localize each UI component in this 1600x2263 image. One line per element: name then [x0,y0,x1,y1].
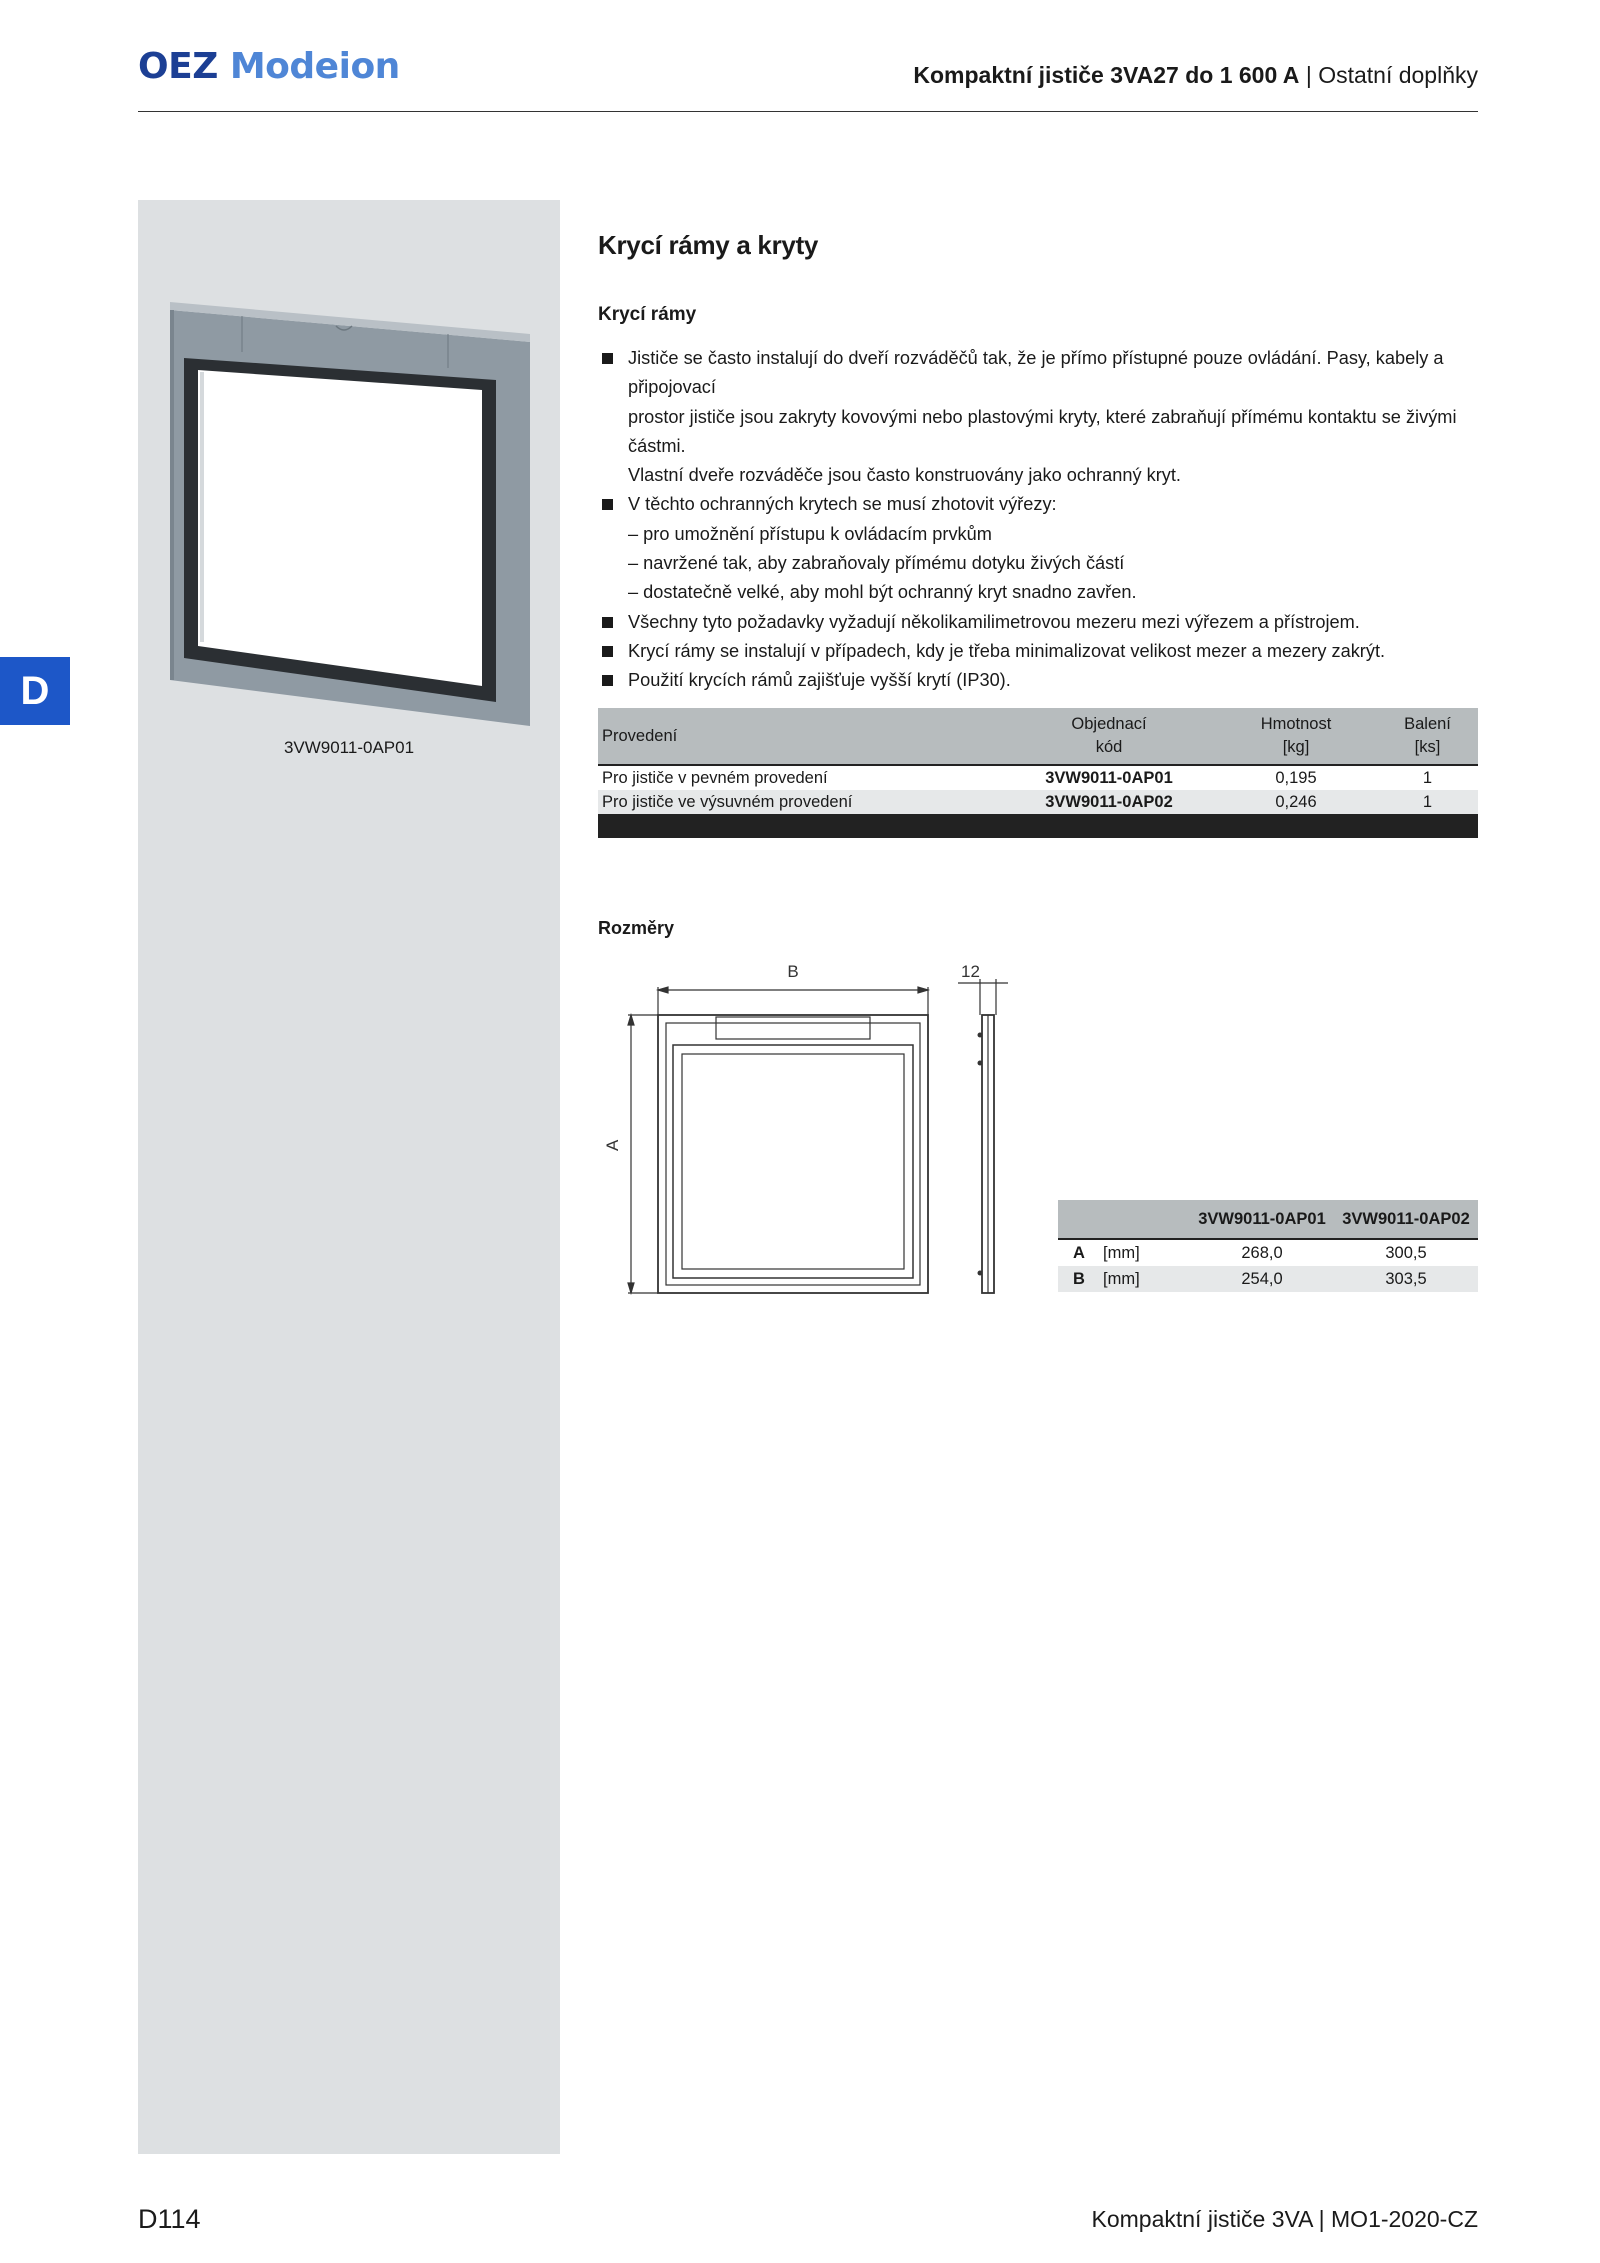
cell-hmotnost: 0,195 [1275,768,1317,787]
dimension-label-12: 12 [961,962,980,981]
dimensions-table [1058,1200,1478,1292]
list-item: Všechny tyto požadavky vyžadují několikamilimetrovou mezeru mezi výřezem a přístrojem. [598,608,1478,637]
table-row [1058,1266,1478,1292]
cell-baleni: 1 [1422,768,1433,787]
bullet-square-icon [602,646,613,657]
table-header-row [1058,1200,1478,1238]
cell-kod: 3VW9011-0AP02 [1003,790,1215,814]
page-number: D114 [138,2204,201,2234]
cell-value: 300,5 [1385,1243,1427,1262]
bullet-square-icon [602,353,613,364]
header-divider [138,111,1478,112]
description-list [598,344,1478,696]
footer-separator: | [1318,2206,1325,2232]
footer-code: MO1-2020-CZ [1331,2206,1478,2232]
column-header-0ap02: 3VW9011-0AP02 [1334,1200,1478,1238]
list-item-continuation: prostor jističe jsou zakryty kovovými nebo plastovými kryty, které zabraňují přímému kontaktu se živými částmi. [628,406,1457,456]
bullet-square-icon [602,617,613,628]
section-tab[interactable]: D [0,657,70,725]
footer-text [1092,2206,1479,2233]
header-separator: | [1305,62,1312,88]
column-header-baleni: Balení [ks] [1377,708,1478,764]
logo-product: Modeion [229,46,400,87]
column-header-provedeni: Provedení [598,708,1003,764]
dimension-label-b: B [787,962,799,981]
column-header-hmotnost: Hmotnost [kg] [1215,708,1377,764]
cell-value: 268,0 [1241,1243,1283,1262]
list-item: Použití krycích rámů zajišťuje vyšší krytí (IP30). [598,666,1478,695]
header-title [913,62,1478,89]
list-item: Krycí rámy se instalují v případech, kdy je třeba minimalizovat velikost mezer a mezery zakrýt. [598,637,1478,666]
section-subtitle: Krycí rámy [598,304,697,325]
table-row [598,766,1478,790]
header-title-section: Ostatní doplňky [1318,62,1478,88]
oez-modeion-logo [138,46,400,87]
dimension-drawing [598,955,1028,1305]
bullet-square-icon [602,499,613,510]
order-table [598,708,1478,838]
bullet-square-icon [602,675,613,686]
list-item-continuation: Vlastní dveře rozváděče jsou často konstruovány jako ochranný kryt. [628,465,1181,486]
cell-hmotnost: 0,246 [1215,790,1377,814]
dimension-label-a: A [603,1139,622,1151]
list-subitem: – navržené tak, aby zabraňovaly přímému dotyku živých částí [628,553,1125,574]
footer-catalog: Kompaktní jističe 3VA [1091,2206,1313,2232]
cell-dimension: A [mm] [1073,1243,1140,1262]
product-image-caption: 3VW9011-0AP01 [283,738,415,757]
product-image [170,302,530,726]
table-header-row [598,708,1478,764]
table-row [1058,1240,1478,1266]
dimensions-heading: Rozměry [598,918,675,938]
list-subitem: – dostatečně velké, aby mohl být ochranný kryt snadno zavřen. [628,582,1137,603]
cell-provedeni: Pro jističe ve výsuvném provedení [598,790,1003,814]
list-item: Jističe se často instalují do dveří rozváděčů tak, že je přímo přístupné pouze ovládání. Pasy, kabely a připojovací [598,344,1478,403]
cell-kod: 3VW9011-0AP01 [1045,768,1173,787]
list-item: V těchto ochranných krytech se musí zhotovit výřezy: [598,490,1478,519]
column-header-0ap01: 3VW9011-0AP01 [1190,1200,1334,1238]
page-title: Krycí rámy a kryty [598,230,819,260]
logo-brand: OEZ [138,46,218,87]
table-row [598,790,1478,814]
cell-value: 254,0 [1190,1266,1334,1292]
cell-provedeni: Pro jističe v pevném provedení [602,768,828,787]
cell-value: 303,5 [1334,1266,1478,1292]
column-header-kod: Objednací kód [1003,708,1215,764]
cell-baleni: 1 [1377,790,1478,814]
cell-dimension: B [mm] [1058,1266,1190,1292]
list-subitem: – pro umožnění přístupu k ovládacím prvkům [628,523,992,544]
header-title-main: Kompaktní jističe 3VA27 do 1 600 A [913,62,1300,88]
